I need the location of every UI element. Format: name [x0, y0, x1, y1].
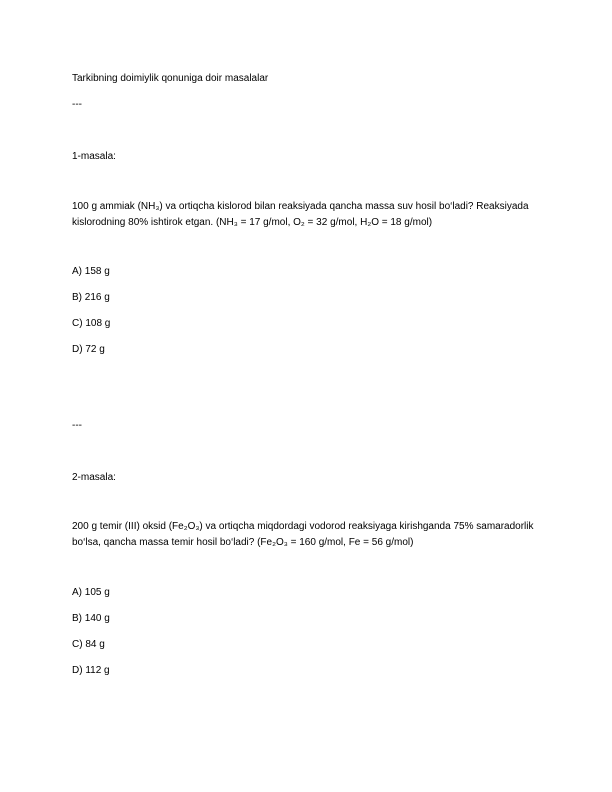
separator: --- [72, 420, 82, 431]
problem-1-text: 100 g ammiak (NH₃) va ortiqcha kislorod bilan reaksiyada qancha massa suv hosil bo‘ladi? Reaksiyada kislorodning 80% ishtirok etgan. (NH₃ = 17 g/mol, O₂ = 32 g/mol, H₂O = 18 g/mol) [72, 201, 529, 228]
document-title: Tarkibning doimiylik qonuniga doir masalalar [72, 73, 269, 84]
problem-2-option-d: D) 112 g [72, 665, 110, 676]
problem-1-option-b: B) 216 g [72, 292, 110, 303]
problem-2-option-b: B) 140 g [72, 613, 110, 624]
separator: --- [72, 99, 82, 110]
problem-2-text: 200 g temir (III) oksid (Fe₂O₃) va ortiqcha miqdordagi vodorod reaksiyaga kirishganda 75% samaradorlik bo‘lsa, qancha massa temir hosil bo‘ladi? (Fe₂O₃ = 160 g/mol, Fe = 56 g/mol) [72, 521, 534, 548]
problem-2-option-c: C) 84 g [72, 639, 105, 650]
problem-2-heading: 2-masala: [72, 472, 116, 483]
problem-1-option-d: D) 72 g [72, 344, 105, 355]
problem-2-option-a: A) 105 g [72, 587, 110, 598]
problem-1-option-a: A) 158 g [72, 266, 110, 277]
problem-1-heading: 1-masala: [72, 151, 116, 162]
problem-1-option-c: C) 108 g [72, 318, 111, 329]
